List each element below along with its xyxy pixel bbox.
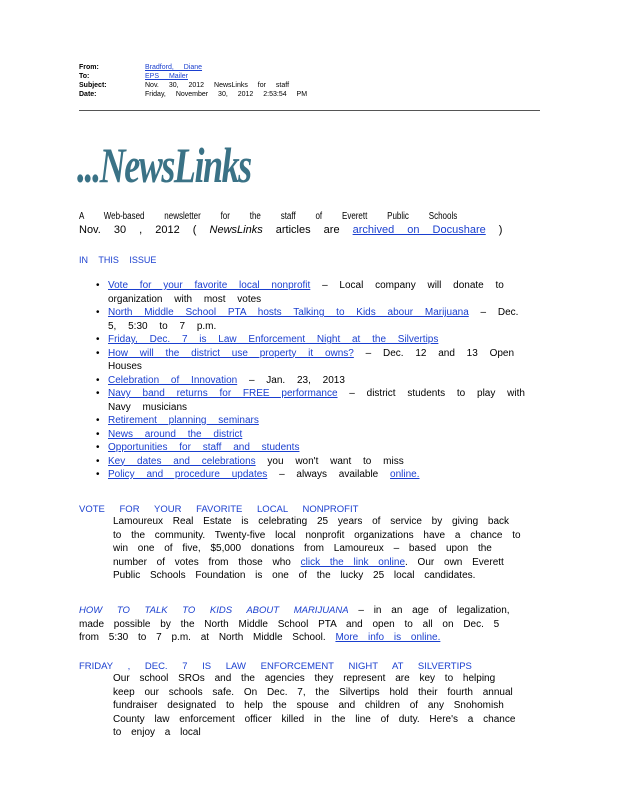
in-this-issue-heading: IN THIS ISSUE — [79, 255, 157, 265]
tagline: A Web-based newsletter for the staff of Everett Public Schools — [79, 211, 458, 222]
toc-item — [92, 374, 532, 388]
to-value[interactable]: EPS Mailer — [145, 73, 189, 80]
toc-link[interactable]: Opportunities for staff and students — [108, 442, 300, 453]
section-vote-heading: VOTE FOR YOUR FAVORITE LOCAL NONPROFIT — [79, 504, 359, 515]
toc-list — [92, 279, 532, 482]
toc-desc: – Local company will donate to organization with most votes — [108, 280, 504, 305]
section-vote — [79, 504, 525, 583]
section-friday-body: Our school SROs and the agencies they represent are key to helping keep our schools safe. On Dec. 7, the Silvertips hold their fourth annual fundraiser designated to help the spouse and children of any Snohomish County law enforcement officer killed in the line of duty. Here's a chance to enjoy a local — [113, 673, 516, 738]
toc-item — [92, 468, 532, 482]
toc-desc: – district students to play with Navy musicians — [108, 388, 525, 413]
toc-link[interactable]: How will the district use property it owns? — [108, 347, 354, 359]
section-talk-heading: HOW TO TALK TO KIDS ABOUT MARIJUANA — [79, 605, 349, 616]
toc-item — [92, 387, 532, 414]
toc-link[interactable]: North Middle School PTA hosts Talking to Kids abour Marijuana — [108, 307, 469, 318]
dateline-prefix: Nov. 30 , 2012 ( — [79, 224, 210, 236]
toc-desc: – always available — [267, 469, 391, 480]
toc-link[interactable]: News around the district — [108, 428, 243, 440]
toc-desc: – Jan. 23, 2013 — [237, 374, 345, 386]
section-friday-heading: FRIDAY , DEC. 7 IS LAW ENFORCEMENT NIGHT AT SILVERTIPS — [79, 661, 472, 672]
from-label: From: — [79, 64, 99, 71]
more-info-link[interactable]: More info is online. — [335, 632, 441, 643]
toc-item — [92, 428, 532, 442]
section-friday — [79, 661, 525, 740]
toc-item — [92, 414, 532, 428]
toc-link[interactable]: Retirement planning seminars — [108, 415, 259, 426]
section-talk-text: – in an age of legalization, made possible by the North Middle School PTA and open to all on Dec. 5 from 5:30 to 7 p.m. at North Middle School. — [79, 605, 510, 643]
toc-item — [92, 279, 532, 306]
email-header — [79, 63, 549, 99]
toc-desc: – Dec. 12 and 13 Open Houses — [108, 347, 515, 372]
toc-item — [92, 333, 532, 347]
section-talk-body — [79, 604, 525, 645]
archive-link[interactable]: archived on Docushare — [352, 224, 486, 236]
dateline-suffix: ) — [485, 224, 503, 236]
section-vote-text-a: Lamoureux Real Estate is celebrating 25 years of service by giving back to the community. Twenty-five local nonprofit organizations have a chance to win one of five, $5,000 donations from Lamoureux – based upon the number of votes from those who — [113, 516, 521, 568]
dateline-middle: articles are — [262, 224, 353, 236]
online-link[interactable]: online. — [390, 469, 420, 480]
toc-item — [92, 347, 532, 374]
toc-item — [92, 455, 532, 469]
subject-value: Nov. 30, 2012 NewsLinks for staff — [145, 82, 290, 89]
toc-link[interactable]: Policy and procedure updates — [108, 469, 268, 480]
subject-label: Subject: — [79, 82, 107, 89]
header-divider — [79, 110, 540, 111]
toc-link[interactable]: Friday, Dec. 7 is Law Enforcement Night at the Silvertips — [108, 334, 439, 345]
to-label: To: — [79, 73, 90, 80]
section-vote-text-b: . Our own Everett Public Schools Foundation is one of the lucky 25 local candidates. — [113, 556, 504, 581]
toc-item — [92, 306, 532, 333]
date-value: Friday, November 30, 2012 2:53:54 PM — [145, 91, 308, 98]
toc-link[interactable]: Vote for your favorite local nonprofit — [108, 280, 311, 291]
newslinks-logo: ...NewsLinks — [77, 137, 251, 193]
section-talk — [79, 604, 525, 645]
toc-link[interactable]: Key dates and celebrations — [108, 455, 256, 467]
vote-online-link[interactable]: click the link online — [300, 556, 405, 568]
date-label: Date: — [79, 91, 97, 98]
toc-desc: you won't want to miss — [255, 455, 404, 467]
toc-desc: – Dec. 5, 5:30 to 7 p.m. — [108, 307, 519, 332]
toc-link[interactable]: Navy band returns for FREE performance — [108, 388, 338, 399]
toc-item — [92, 441, 532, 455]
section-vote-body — [113, 515, 525, 583]
from-value[interactable]: Bradford, Diane — [145, 64, 203, 71]
dateline-italic: NewsLinks — [209, 224, 263, 236]
dateline — [79, 224, 502, 236]
toc-link[interactable]: Celebration of Innovation — [108, 374, 238, 386]
